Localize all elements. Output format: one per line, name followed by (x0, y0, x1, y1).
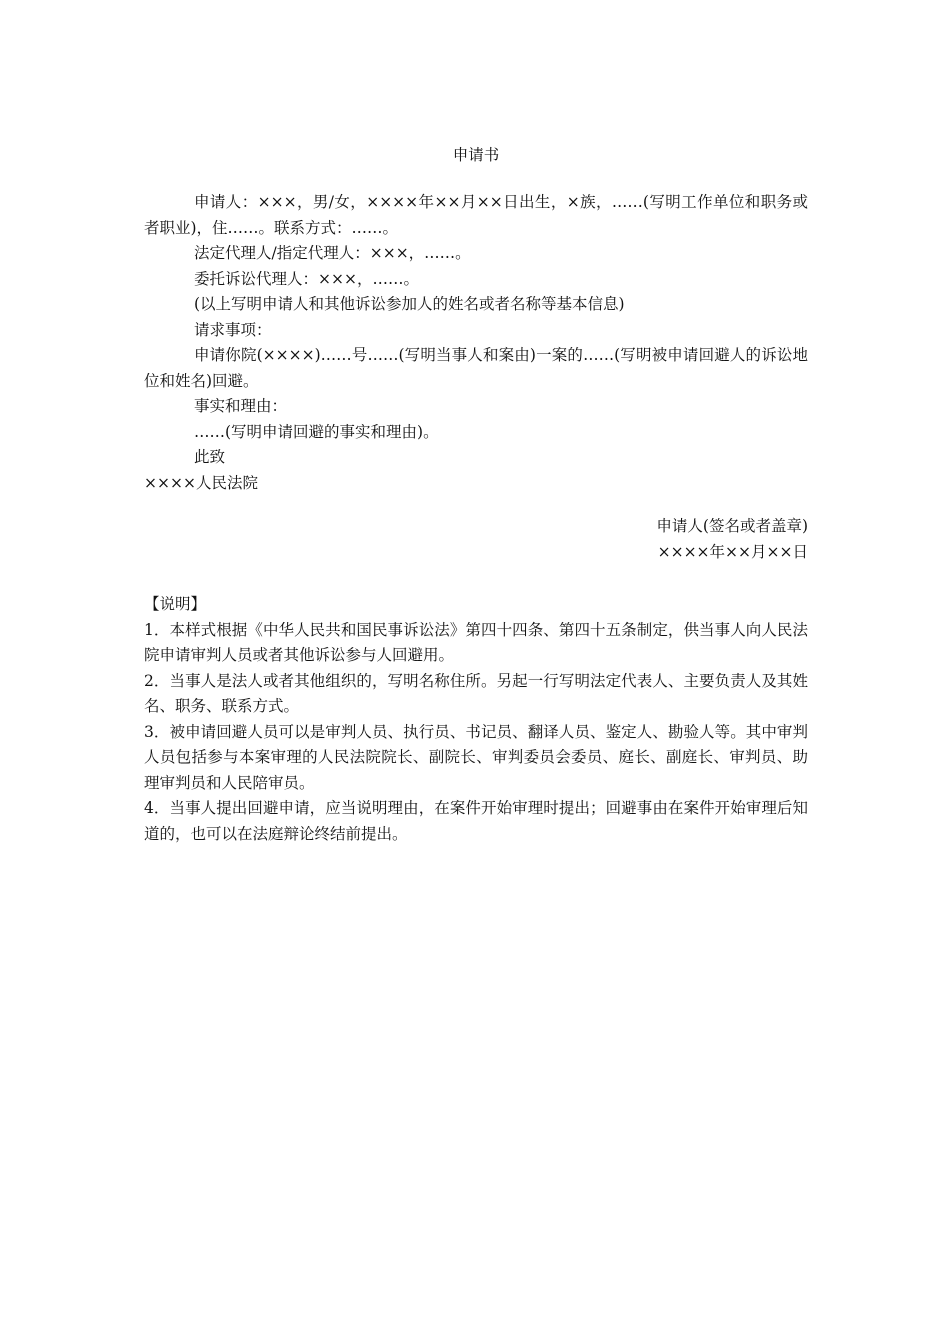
notes-heading: 【说明】 (144, 595, 207, 613)
agent-ad-litem: 委托诉讼代理人：×××，……。 (194, 269, 419, 288)
notes-section (144, 592, 808, 847)
date-line: ××××年××月××日 (657, 542, 808, 561)
request-heading: 请求事项： (194, 320, 272, 339)
application-body (144, 190, 808, 496)
request-content: 申请你院(××××)……号……(写明当事人和案由)一案的……(写明被申请回避人的诉讼地位和姓名)回避。 (144, 346, 808, 390)
note-item: 4．当事人提出回避申请，应当说明理由，在案件开始审理时提出；回避事由在案件开始审理后知道的，也可以在法庭辩论终结前提出。 (144, 799, 808, 843)
applicant-info: 申请人：×××，男/女，××××年××月××日出生，×族，……(写明工作单位和职务或者职业)，住……。联系方式：……。 (144, 193, 808, 237)
signature-line: 申请人(签名或者盖章) (656, 517, 808, 535)
note-item: 1．本样式根据《中华人民共和国民事诉讼法》第四十四条、第四十五条制定，供当事人向人民法院申请审判人员或者其他诉讼参与人回避用。 (144, 620, 808, 664)
facts-content: ……(写明申请回避的事实和理由)。 (194, 422, 439, 441)
legal-representative: 法定代理人/指定代理人：×××，……。 (194, 244, 471, 262)
facts-heading: 事实和理由： (194, 397, 288, 415)
document-title: 申请书 (452, 146, 500, 164)
participants-note: (以上写明申请人和其他诉讼参加人的姓名或者名称等基本信息) (194, 295, 625, 313)
note-item: 3．被申请回避人员可以是审判人员、执行员、书记员、翻译人员、鉴定人、勘验人等。其中审判人员包括参与本案审理的人民法院院长、副院长、审判委员会委员、庭长、副庭长、审判员、助理审判员和人民陪审员。 (144, 722, 808, 792)
court-name: ××××人民法院 (144, 473, 258, 492)
salutation: 此致 (194, 448, 226, 466)
signature-block (144, 514, 808, 565)
note-item: 2．当事人是法人或者其他组织的，写明名称住所。另起一行写明法定代表人、主要负责人及其姓名、职务、联系方式。 (144, 671, 808, 715)
